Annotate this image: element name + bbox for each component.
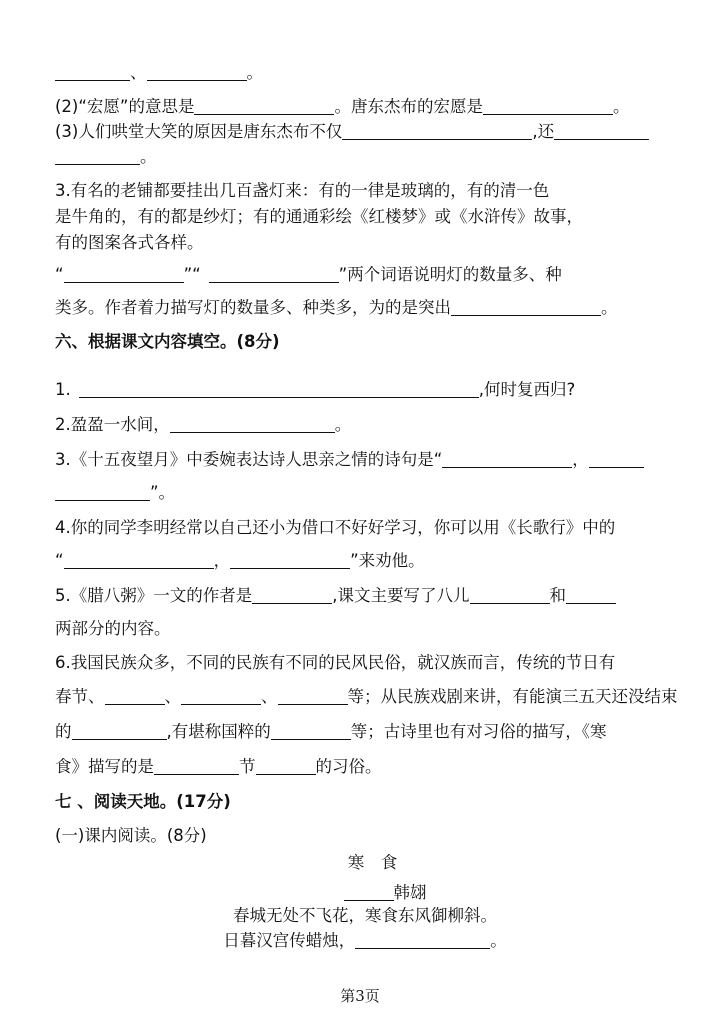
- question-text: (3)人们哄堂大笑的原因是唐东杰布不仅: [55, 122, 343, 141]
- text: 3.《十五夜望月》中委婉表达诗人思亲之情的诗句是“: [55, 450, 443, 469]
- text: 食》描写的是: [55, 757, 154, 776]
- text: 的习俗。: [315, 757, 382, 776]
- text: 1.: [55, 380, 71, 399]
- fill-blank[interactable]: [64, 264, 184, 283]
- text: ”“: [183, 265, 201, 284]
- s6-item-6-line4: [55, 756, 680, 778]
- fill-blank[interactable]: [79, 379, 479, 398]
- poem-author: 韩翃: [393, 883, 427, 902]
- text: 。: [246, 63, 263, 82]
- text: 。: [334, 415, 352, 434]
- text: ”来劝他。: [350, 551, 425, 570]
- fill-blank[interactable]: [72, 721, 167, 740]
- text: 。: [612, 97, 630, 116]
- text: 。: [490, 931, 507, 950]
- fill-blank[interactable]: [230, 550, 350, 569]
- question-2: [55, 96, 680, 118]
- s6-item-6: 6.我国民族众多，不同的民族有不同的民风民俗，就汉族而言，传统的节日有: [55, 653, 616, 672]
- text: 。: [140, 147, 157, 166]
- text: “: [55, 265, 64, 284]
- question-text: 。唐东杰布的宏愿是: [334, 97, 483, 116]
- fill-blank[interactable]: [256, 756, 316, 775]
- text: ,何时复西归?: [478, 380, 576, 399]
- text: “: [55, 551, 64, 570]
- s6-item-4: [55, 517, 680, 539]
- fill-blank[interactable]: [252, 585, 332, 604]
- fill-blank[interactable]: [147, 62, 247, 81]
- question-3-cont: [55, 146, 680, 168]
- text: 、: [261, 687, 278, 706]
- text: 日暮汉宫传蜡烛，: [223, 931, 356, 950]
- fill-blank[interactable]: [170, 414, 335, 433]
- text: ”。: [150, 483, 176, 502]
- text: ，: [213, 551, 231, 570]
- passage-line: 是牛角的，有的都是纱灯；有的通通彩绘《红楼梦》或《水浒传》故事，: [55, 207, 583, 226]
- s6-item-6-line3: [55, 721, 680, 743]
- poem-line-2: [0, 930, 720, 952]
- passage-line: 有的图案各式各样。: [55, 233, 204, 252]
- s6-item-6-line2: [55, 686, 680, 708]
- poem-line-1: 春城无处不飞花，寒食东风御柳斜。: [233, 906, 497, 925]
- text: 类多。作者着力描写灯的数量多、种类多，为的是突出: [55, 298, 451, 317]
- s6-item-1: [55, 379, 680, 401]
- fill-blank[interactable]: [355, 930, 490, 949]
- text: 、: [164, 687, 181, 706]
- fill-blank[interactable]: [554, 121, 649, 140]
- fill-blank[interactable]: [194, 96, 334, 115]
- s6-item-5: [55, 585, 680, 607]
- question-text: ,还: [532, 122, 555, 141]
- section-six-title: 六、根据课文内容填空。(8分): [55, 332, 280, 351]
- s6-item-5-cont: 两部分的内容。: [55, 619, 171, 638]
- text: 5.《腊八粥》一文的作者是: [55, 586, 253, 605]
- fill-blank[interactable]: [55, 62, 130, 81]
- s6-item-4-cont: [55, 550, 680, 572]
- subsection-title: (一)课内阅读。(8分): [55, 826, 207, 845]
- passage-question: [55, 264, 680, 286]
- fill-blank[interactable]: [342, 121, 532, 140]
- fill-blank[interactable]: [209, 264, 339, 283]
- poem-title: 寒 食: [347, 853, 398, 872]
- text: 春节、: [55, 687, 105, 706]
- fill-blank[interactable]: [344, 882, 394, 901]
- text: 、: [130, 63, 147, 82]
- poem-author-line: [0, 882, 720, 904]
- fill-blank[interactable]: [55, 482, 150, 501]
- question-text: (2)“宏愿”的意思是: [55, 97, 195, 116]
- text: 。: [601, 298, 618, 317]
- fill-blank[interactable]: [181, 686, 261, 705]
- text: 和: [549, 586, 566, 605]
- section-seven-title: 七 、阅读天地。(17分): [55, 792, 231, 811]
- s6-item-3-cont: [55, 482, 680, 504]
- fill-blank[interactable]: [470, 585, 550, 604]
- fill-blank[interactable]: [589, 449, 644, 468]
- text: 等；古诗里也有对习俗的描写，《寒: [350, 722, 607, 741]
- text: ,有堪称国粹的: [166, 722, 271, 741]
- s6-item-3: [55, 449, 680, 471]
- fill-blank[interactable]: [442, 449, 572, 468]
- fill-blank[interactable]: [105, 686, 165, 705]
- passage-line: 3.有名的老铺都要挂出几百盏灯来：有的一律是玻璃的，有的清一色: [55, 181, 550, 200]
- text: ,课文主要写了八儿: [332, 586, 470, 605]
- fill-blank[interactable]: [566, 585, 616, 604]
- fill-blank[interactable]: [483, 96, 613, 115]
- fill-blank[interactable]: [451, 297, 601, 316]
- answer-line-1: [55, 62, 680, 84]
- text: 2.盈盈一水间，: [55, 415, 170, 434]
- fill-blank[interactable]: [278, 686, 348, 705]
- fill-blank[interactable]: [55, 146, 140, 165]
- passage-question-cont: [55, 297, 680, 319]
- fill-blank[interactable]: [271, 721, 351, 740]
- text: 的: [55, 722, 72, 741]
- question-3: [55, 121, 680, 143]
- text: ”两个词语说明灯的数量多、种: [338, 265, 562, 284]
- fill-blank[interactable]: [154, 756, 239, 775]
- s6-item-2: [55, 414, 680, 436]
- fill-blank[interactable]: [64, 550, 214, 569]
- text: 节: [239, 757, 256, 776]
- page-number: 第3页: [340, 987, 380, 1005]
- text: ，: [572, 450, 589, 469]
- text: 4.你的同学李明经常以自己还小为借口不好好学习，你可以用《长歌行》中的: [55, 518, 616, 537]
- text: 等；从民族戏剧来讲，有能演三五天还没结束: [347, 687, 678, 706]
